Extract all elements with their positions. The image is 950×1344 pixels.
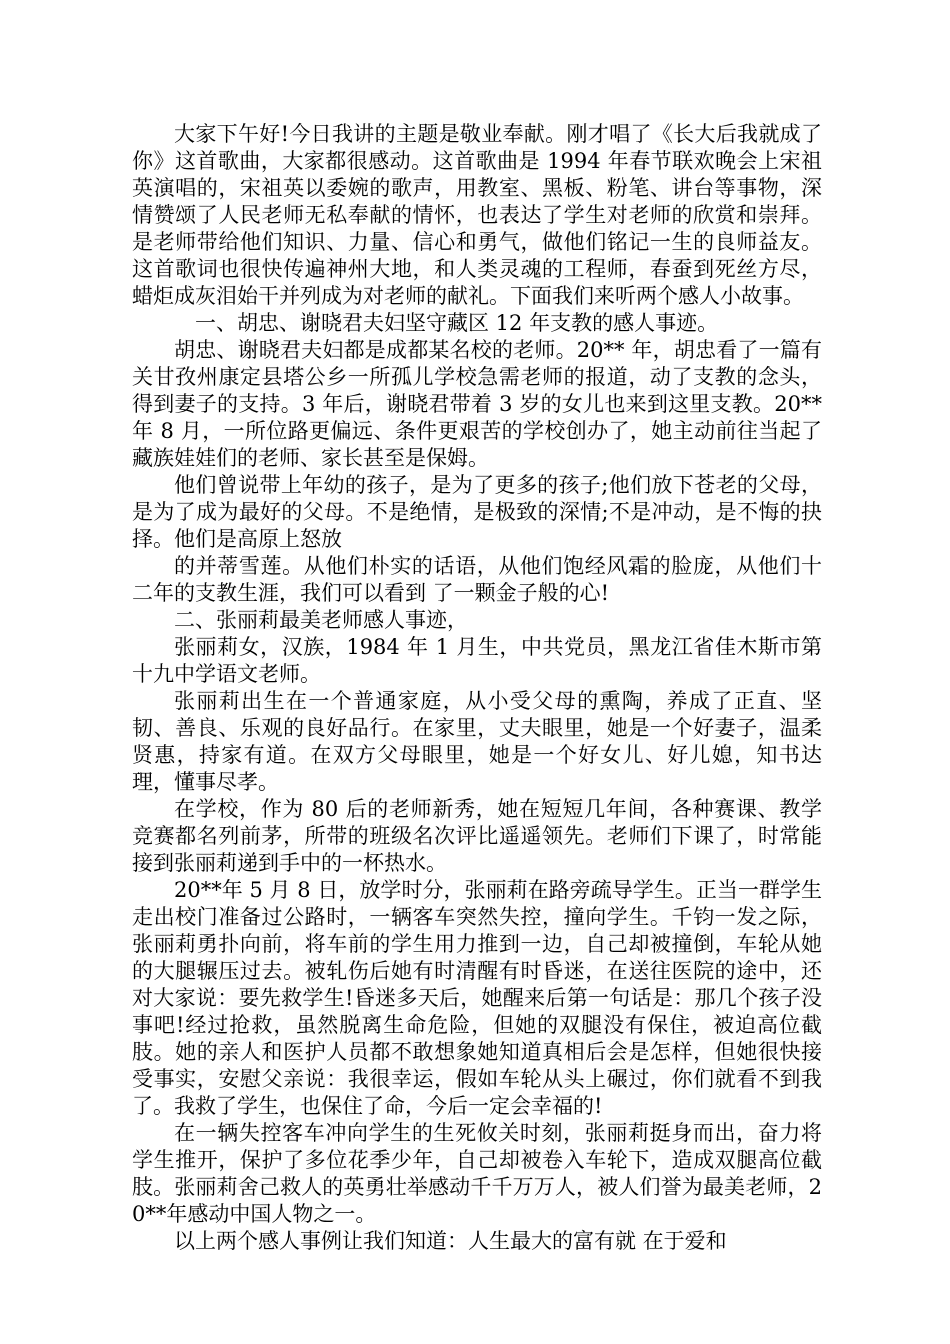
- paragraph-story1-background: 胡忠、谢晓君夫妇都是成都某名校的老师。20** 年，胡忠看了一篇有关甘孜州康定县塔公乡一所孤儿学校急需老师的报道，动了支教的念头，得到妻子的支持。3 年后，谢晓君带着 3 岁的女儿也来到这里支教。20**年 8 月，一所位路更偏远、条件更艰苦的学校创办了，她主动前往当起了藏族娃娃们的老师、家长甚至是保姆。: [132, 338, 822, 470]
- paragraph-story2-summary: 在一辆失控客车冲向学生的生死攸关时刻，张丽莉挺身而出，奋力将学生推开，保护了多位花季少年，自己却被卷入车轮下，造成双腿高位截肢。张丽莉舍己救人的英勇壮举感动千千万万人，被人们誉为最美老师，20**年感动中国人物之一。: [132, 1121, 822, 1226]
- paragraph-story2-school: 在学校，作为 80 后的老师新秀，她在短短几年间，各种赛课、教学竞赛都名列前茅，所带的班级名次评比遥遥领先。老师们下课了，时常能接到张丽莉递到手中的一杯热水。: [132, 797, 822, 875]
- paragraph-intro: 大家下午好!今日我讲的主题是敬业奉献。刚才唱了《长大后我就成了你》这首歌曲，大家都很感动。这首歌曲是 1994 年春节联欢晚会上宋祖英演唱的，宋祖英以委婉的歌声，用教室、黑板、粉笔、讲台等事物，深情赞颂了人民老师无私奉献的情怀，也表达了学生对老师的欣赏和崇拜。是老师带给他们知识、力量、信心和勇气，做他们铭记一生的良师益友。这首歌词也很快传遍神州大地，和人类灵魂的工程师，春蚕到死丝方尽，蜡炬成灰泪始干并列成为对老师的献礼。下面我们来听两个感人小故事。: [132, 122, 822, 308]
- paragraph-story1-conclusion: 的并蒂雪莲。从他们朴实的话语，从他们饱经风霜的脸庞，从他们十二年的支教生涯，我们可以看到 了一颗金子般的心!: [132, 554, 822, 605]
- document-body: [132, 121, 822, 1255]
- paragraph-story2-profile: 张丽莉女，汉族，1984 年 1 月生，中共党员，黑龙江省佳木斯市第十九中学语文老师。: [132, 635, 822, 686]
- paragraph-story2-accident: 20**年 5 月 8 日，放学时分，张丽莉在路旁疏导学生。正当一群学生走出校门准备过公路时，一辆客车突然失控，撞向学生。千钧一发之际，张丽莉勇扑向前，将车前的学生用力推到一边，自己却被撞倒，车轮从她的大腿辗压过去。被轧伤后她有时清醒有时昏迷，在送往医院的途中，还对大家说：要先救学生!昏迷多天后，她醒来后第一句话是：那几个孩子没事吧!经过抢救，虽然脱离生命危险，但她的双腿没有保住，被迫高位截肢。她的亲人和医护人员都不敢想象她知道真相后会是怎样，但她很快接受事实，安慰父亲说：我很幸运，假如车轮从头上碾过，你们就看不到我了。我救了学生，也保住了命，今后一定会幸福的!: [132, 878, 822, 1118]
- paragraph-closing: 以上两个感人事例让我们知道：人生最大的富有就 在于爱和: [174, 1229, 727, 1253]
- section-heading-1: 一、胡忠、谢晓君夫妇坚守藏区 12 年支教的感人事迹。: [195, 311, 719, 335]
- paragraph-story2-family: 张丽莉出生在一个普通家庭，从小受父母的熏陶，养成了正直、坚韧、善良、乐观的良好品行。在家里，丈夫眼里，她是一个好妻子，温柔贤惠，持家有道。在双方父母眼里，她是一个好女儿、好儿媳，知书达理，懂事尽孝。: [132, 689, 822, 794]
- paragraph-story1-tribute: 他们曾说带上年幼的孩子，是为了更多的孩子;他们放下苍老的父母，是为了成为最好的父母。不是绝情，是极致的深情;不是冲动，是不悔的抉择。他们是高原上怒放: [132, 473, 822, 551]
- section-heading-2: 二、张丽莉最美老师感人事迹，: [174, 608, 468, 632]
